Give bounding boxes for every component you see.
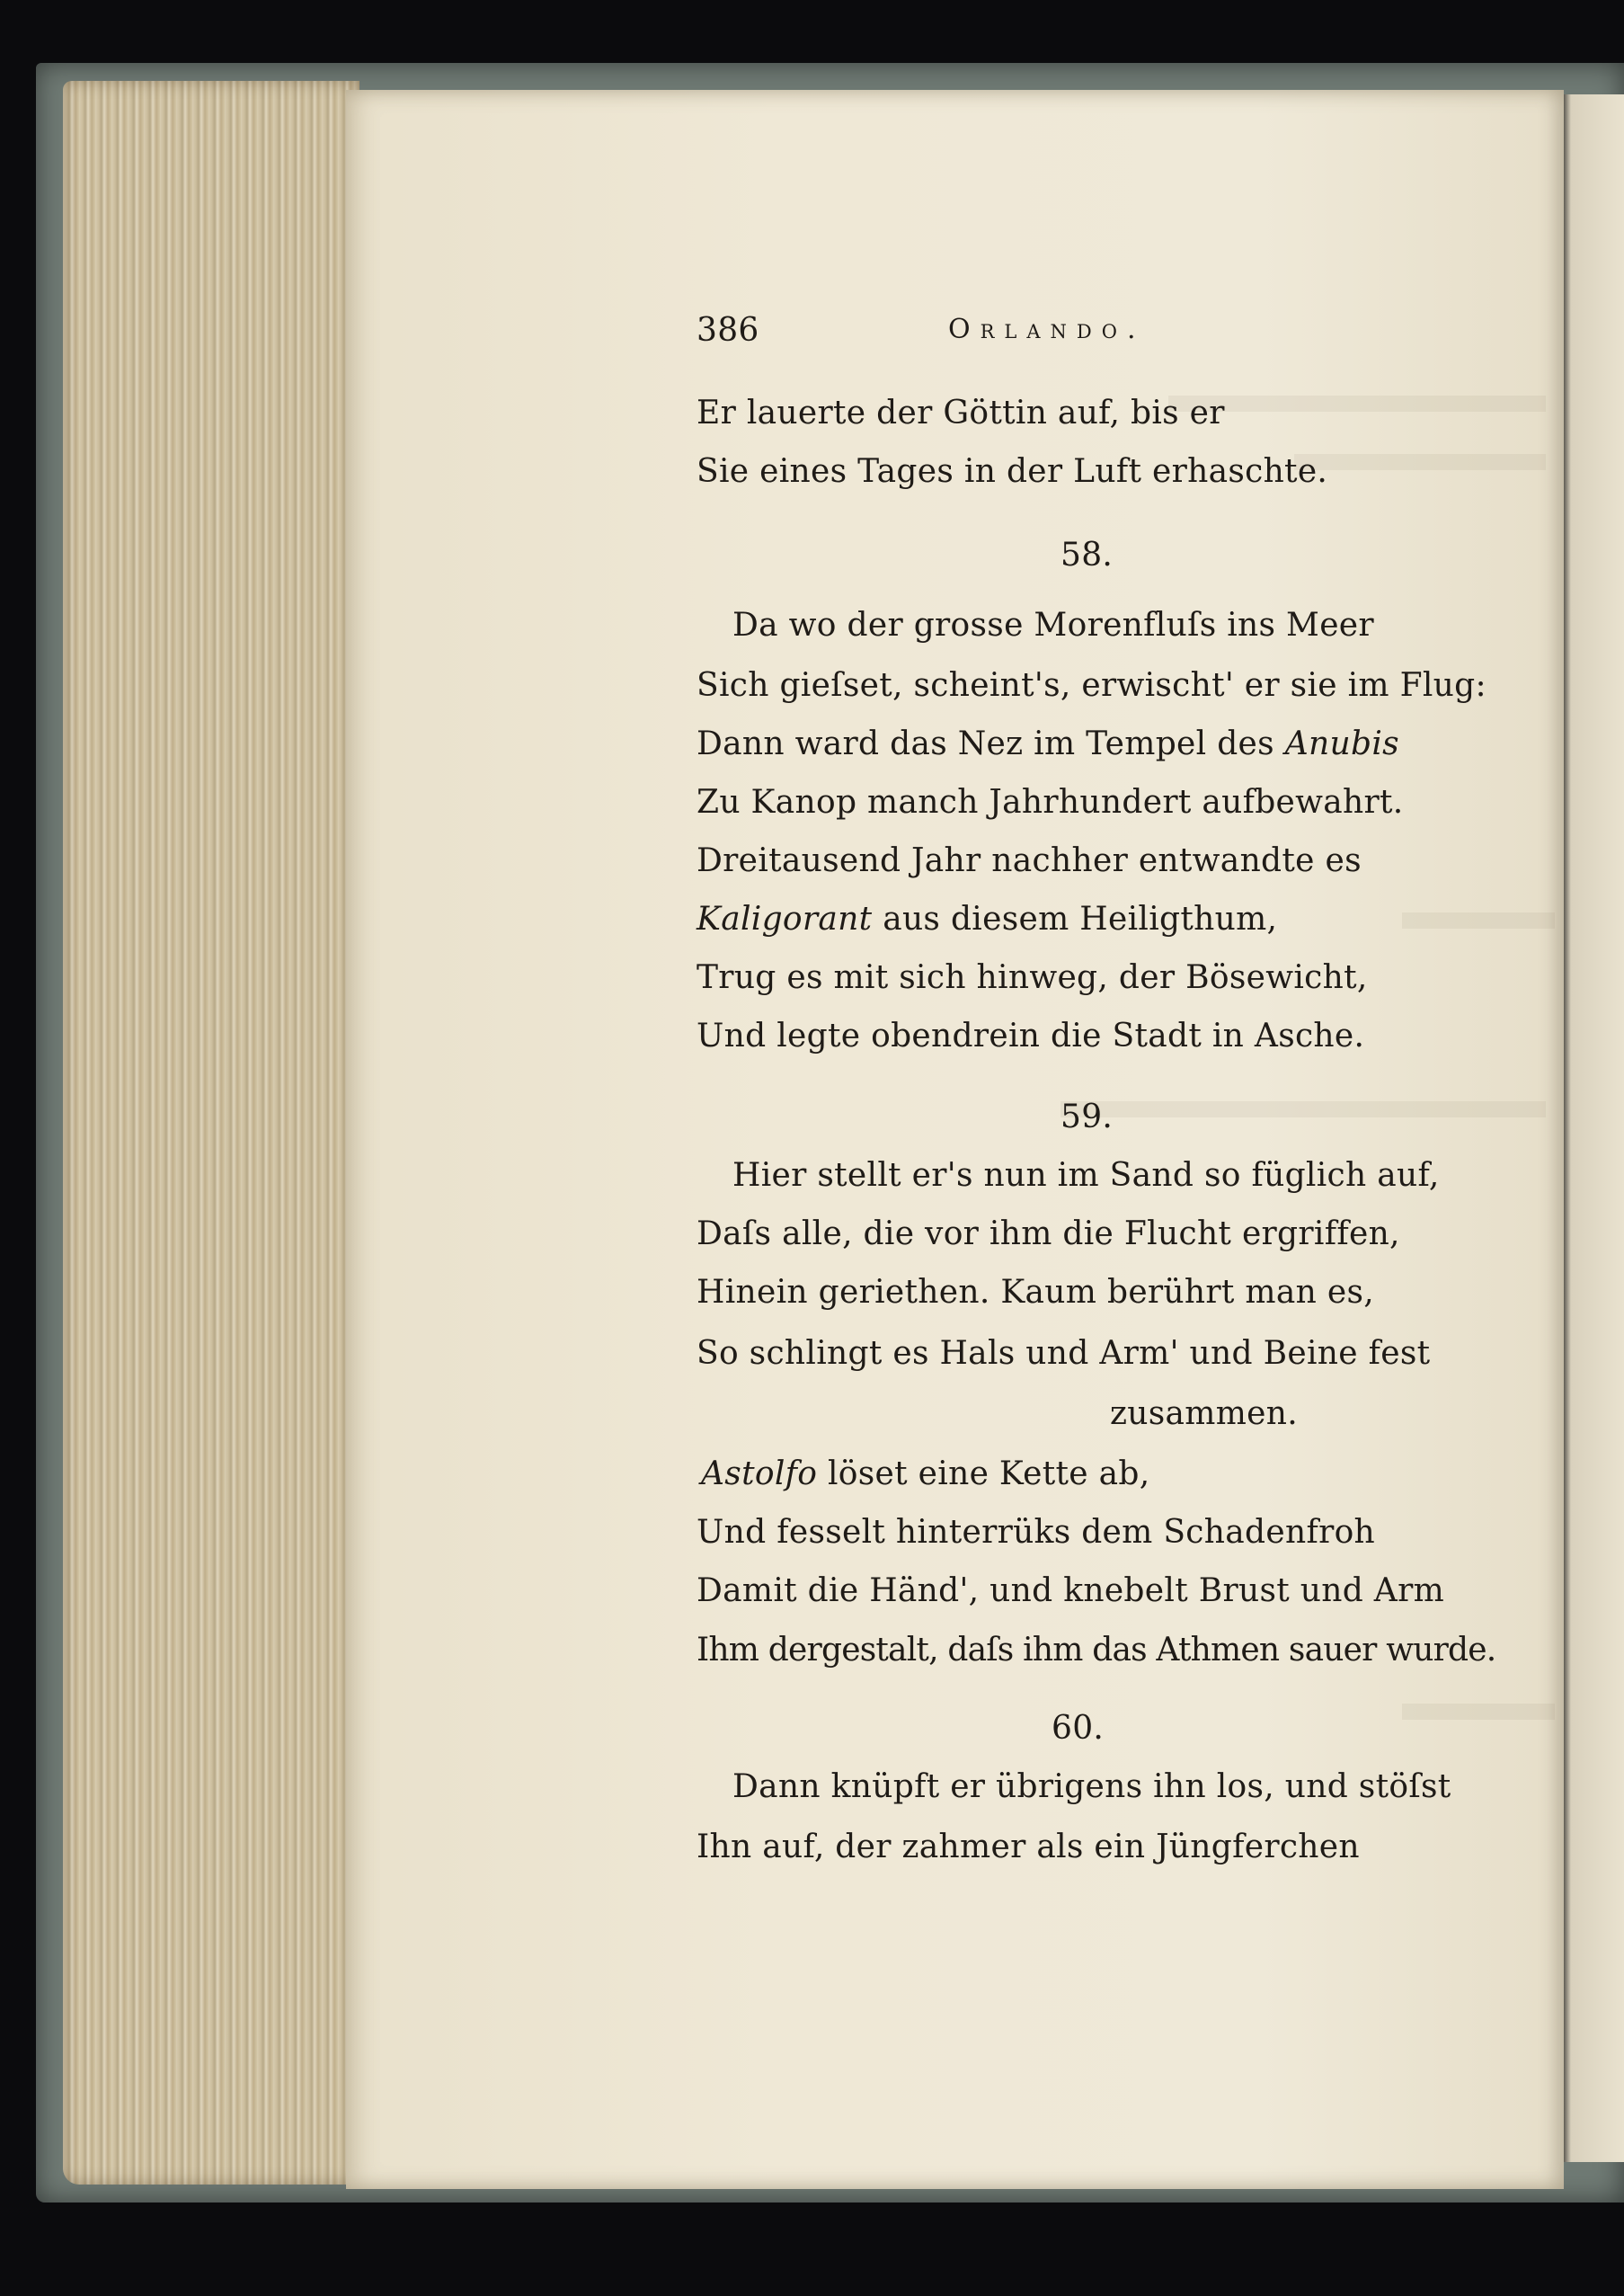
verse-text: aus diesem Heiligthum,: [883, 901, 1278, 938]
verse-italic-name: Kaligorant: [697, 901, 873, 938]
verse-text: löset eine Kette ab,: [827, 1455, 1150, 1492]
verse-line: Dreitausend Jahr nachher entwandte es: [697, 842, 1362, 879]
running-title: Orlando.: [948, 314, 1146, 345]
verse-line: Er lauerte der Göttin auf, bis er: [697, 395, 1225, 432]
verse-line: Daſs alle, die vor ihm die Flucht ergriffen,: [697, 1215, 1400, 1252]
verse-line: So schlingt es Hals und Arm' und Beine fest: [697, 1335, 1431, 1372]
verse-line: Damit die Händ', und knebelt Brust und Arm: [697, 1572, 1445, 1609]
verse-line: Ihn auf, der zahmer als ein Jüngferchen: [697, 1829, 1360, 1865]
verse-line: Da wo der grosse Morenfluſs ins Meer: [732, 607, 1374, 644]
verse-line: Sie eines Tages in der Luft erhaschte.: [697, 453, 1328, 490]
verse-italic-name: Astolfo: [701, 1455, 818, 1492]
verse-line: [701, 1455, 1150, 1492]
page-number: 386: [697, 312, 759, 349]
stanza-number: 59.: [1060, 1099, 1114, 1135]
verse-line: Hier stellt er's nun im Sand so füglich auf,: [732, 1157, 1440, 1194]
verse-line: Trug es mit sich hinweg, der Bösewicht,: [697, 959, 1368, 996]
verse-text: Dann ward das Nez im Tempel des: [697, 725, 1274, 762]
verse-line: Ihm dergestalt, daſs ihm das Athmen sauer wurde.: [697, 1632, 1496, 1669]
verse-line: Dann knüpft er übrigens ihn los, und stöſst: [732, 1768, 1451, 1805]
verse-line: [697, 725, 1399, 762]
verse-line: Und legte obendrein die Stadt in Asche.: [697, 1018, 1365, 1055]
verse-line: Sich gieſset, scheint's, erwischt' er sie im Flug:: [697, 667, 1486, 704]
stanza-number: 60.: [1052, 1710, 1105, 1747]
verse-line: [697, 903, 1277, 936]
verse-line: Zu Kanop manch Jahrhundert aufbewahrt.: [697, 784, 1404, 821]
verse-line: Und fesselt hinterrüks dem Schadenfroh: [697, 1514, 1376, 1551]
stanza-number: 58.: [1060, 537, 1114, 574]
verse-italic-name: Anubis: [1284, 725, 1399, 762]
verse-line: Hinein geriethen. Kaum berührt man es,: [697, 1274, 1374, 1311]
verse-line-continuation: zusammen.: [1110, 1395, 1298, 1432]
